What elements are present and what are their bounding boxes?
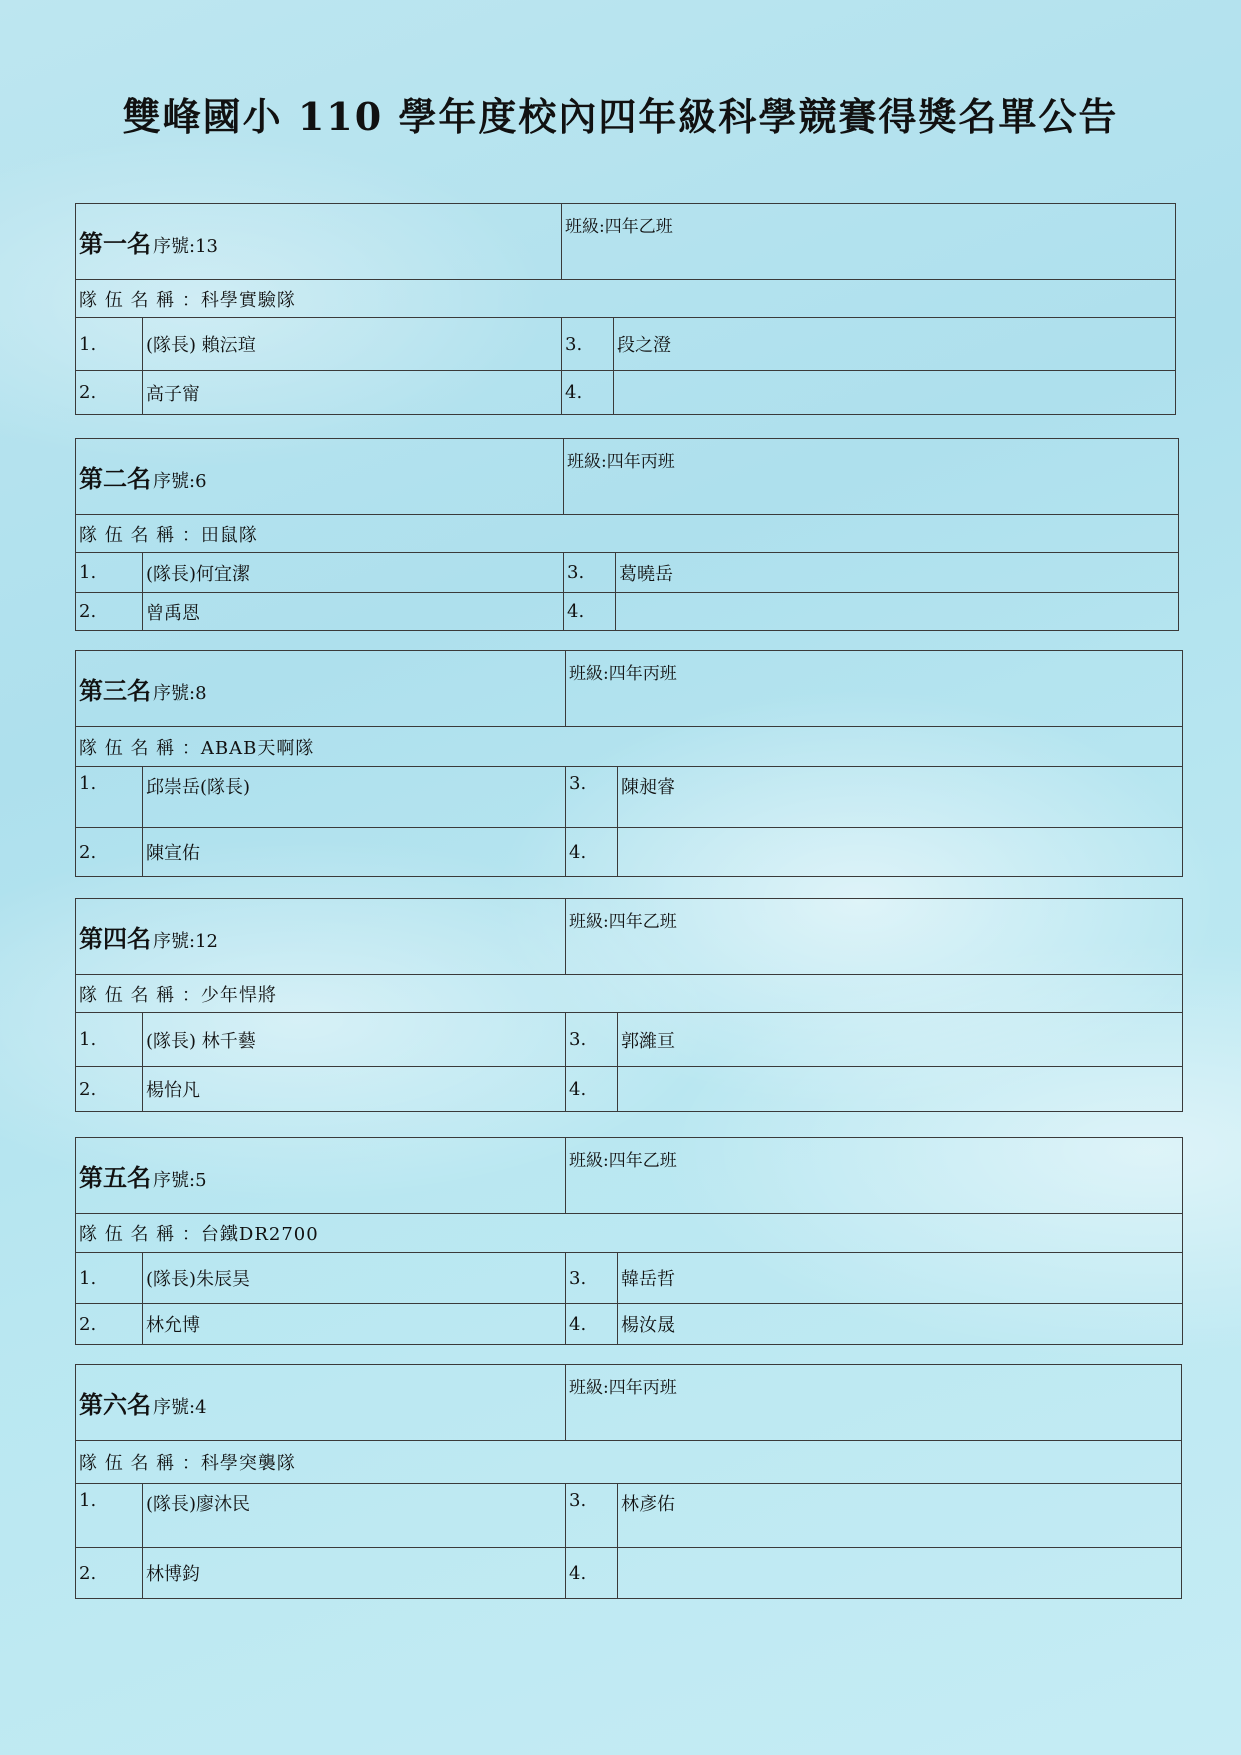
member-number: 3. [564,553,616,593]
class-cell [566,1365,1182,1441]
team-name-cell [76,515,1179,553]
serial-value: 12 [195,931,218,952]
member-number: 4. [566,1304,618,1345]
team-name-value: 科學突襲隊 [200,1453,296,1474]
team-name-value: 田鼠隊 [200,524,258,546]
class-label: 班級: [569,1151,609,1171]
member-number: 1. [76,767,143,828]
team-name-label: 隊 伍 名 稱 ： [79,737,201,759]
member-number: 3. [566,1253,618,1304]
class-value: 四年乙班 [604,217,673,237]
member-name: (隊長)朱辰昊 [143,1253,566,1304]
member-name: (隊長) 賴沄瑄 [143,318,562,371]
member-number: 3. [566,1484,618,1548]
member-name [618,828,1183,877]
class-value: 四年丙班 [608,1378,677,1398]
member-name: 林彥佑 [618,1484,1182,1548]
team-name-cell [76,280,1176,318]
member-name [614,371,1176,415]
rank-cell [76,204,562,280]
member-name: 葛曉岳 [616,553,1179,593]
member-name: 楊怡凡 [143,1067,566,1112]
rank-label: 第六名 [79,1390,151,1419]
member-number: 1. [76,553,143,593]
class-label: 班級: [569,912,609,932]
award-table-2 [75,438,1179,631]
serial-label: 序號: [153,471,196,492]
class-value: 四年乙班 [608,912,677,932]
rank-cell [76,651,566,727]
team-name-label: 隊 伍 名 稱 ： [79,524,201,546]
member-number: 1. [76,318,143,371]
member-name: 段之澄 [614,318,1176,371]
team-name-value: 少年悍將 [200,984,277,1006]
award-table-3 [75,650,1183,877]
team-name-label: 隊 伍 名 稱 ： [79,1224,201,1245]
member-name: 林博鈞 [143,1548,566,1599]
rank-cell [76,439,564,515]
serial-label: 序號: [153,683,196,704]
class-label: 班級: [565,217,605,237]
rank-label: 第五名 [79,1163,151,1192]
serial-value: 4 [195,1397,207,1418]
member-number: 4. [566,1548,618,1599]
class-cell [562,204,1176,280]
member-number: 2. [76,1304,143,1345]
member-name [618,1548,1182,1599]
member-name: 林允博 [143,1304,566,1345]
rank-label: 第三名 [79,676,151,705]
team-name-value: 台鐵DR2700 [200,1224,319,1245]
serial-label: 序號: [153,1397,196,1418]
rank-label: 第一名 [79,229,151,258]
class-label: 班級: [569,664,609,684]
member-name [618,1067,1183,1112]
member-name: 陳昶睿 [618,767,1183,828]
team-name-cell [76,1441,1182,1484]
member-number: 4. [564,593,616,631]
rank-cell [76,899,566,975]
member-name: (隊長)何宜潔 [143,553,564,593]
serial-label: 序號: [153,931,196,952]
member-number: 2. [76,1548,143,1599]
team-name-cell [76,1214,1183,1253]
member-number: 4. [566,828,618,877]
member-name: 邱崇岳(隊長) [143,767,566,828]
member-number: 2. [76,593,143,631]
member-name: (隊長) 林千藝 [143,1013,566,1067]
team-name-label: 隊 伍 名 稱 ： [79,289,201,311]
rank-label: 第二名 [79,464,151,493]
member-number: 2. [76,828,143,877]
member-name: 韓岳哲 [618,1253,1183,1304]
class-cell [566,1138,1183,1214]
serial-value: 5 [195,1170,207,1191]
member-name: 郭濰亘 [618,1013,1183,1067]
award-table-5 [75,1137,1183,1345]
serial-value: 6 [195,471,207,492]
page-title: 雙峰國小 110 學年度校內四年級科學競賽得獎名單公告 [122,94,1119,139]
class-value: 四年丙班 [608,664,677,684]
member-name: 陳宣佑 [143,828,566,877]
rank-cell [76,1365,566,1441]
class-label: 班級: [569,1378,609,1398]
member-number: 3. [566,1013,618,1067]
class-cell [564,439,1179,515]
class-value: 四年丙班 [606,452,675,472]
rank-cell [76,1138,566,1214]
member-number: 1. [76,1253,143,1304]
member-name: 曾禹恩 [143,593,564,631]
award-table-1 [75,203,1176,415]
serial-label: 序號: [153,1170,196,1191]
member-number: 4. [562,371,614,415]
team-name-cell [76,975,1183,1013]
member-name [616,593,1179,631]
class-cell [566,651,1183,727]
award-table-6 [75,1364,1182,1599]
member-number: 1. [76,1013,143,1067]
serial-label: 序號: [153,236,196,257]
team-name-value: ABAB天啊隊 [200,737,315,759]
team-name-cell [76,727,1183,767]
rank-label: 第四名 [79,924,151,953]
class-value: 四年乙班 [608,1151,677,1171]
member-name: 楊汝晟 [618,1304,1183,1345]
member-number: 2. [76,1067,143,1112]
member-name: 高子甯 [143,371,562,415]
member-name: (隊長)廖沐民 [143,1484,566,1548]
member-number: 2. [76,371,143,415]
team-name-value: 科學實驗隊 [200,289,296,311]
member-number: 4. [566,1067,618,1112]
member-number: 3. [562,318,614,371]
class-cell [566,899,1183,975]
serial-value: 8 [195,683,207,704]
award-table-4 [75,898,1183,1112]
serial-value: 13 [195,236,218,257]
team-name-label: 隊 伍 名 稱 ： [79,984,201,1006]
member-number: 1. [76,1484,143,1548]
member-number: 3. [566,767,618,828]
class-label: 班級: [567,452,607,472]
team-name-label: 隊 伍 名 稱 ： [79,1453,201,1474]
